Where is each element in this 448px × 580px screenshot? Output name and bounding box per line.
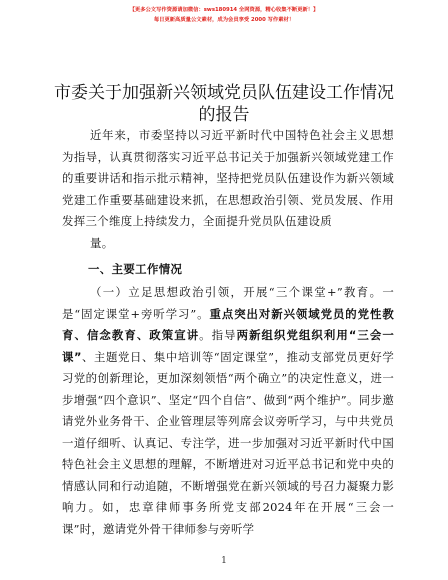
body-paragraph-political-guidance [62,282,394,540]
document-title [0,82,448,126]
document-title-line2: 的报告 [198,105,250,125]
paragraph-text: 。指导 [199,328,237,342]
promo-banner-line1: 【更多公文写作资源请加微信：sws180914 全网资源，精心收集不断更新！】 [129,7,319,13]
promo-banner [0,5,448,25]
promo-banner-line2: 每日更新高质量公文素材，成为会员享受 2000 写作素材！ [153,17,295,23]
intro-paragraph [62,125,394,254]
emphasis-text: 组织党组织利用“三会一课” [62,328,394,364]
emphasis-text: 重点突出对新兴领域党员的党性教育、信念教育、政策宣讲 [62,306,394,342]
paragraph-text: （一）立足思想政治引领，开展“三个课堂+”教育。一是“固定课堂+旁听学习”。 [62,285,394,321]
page-number: 1 [221,556,227,566]
section-heading-main-work: 一、主要工作情况 [88,262,183,276]
paragraph-text: 、主题党日、集中培训等“固定课堂”，推动支部党员更好学习党的创新理论，更加深刻领悟“两个确立”的决定性意义，进一步增强“四个意识”、坚定“四个自信”、做到“两个维护”。同步邀请党外业务骨干、企业管理层等列席会议旁听学习，与中共党员一道仔细听、认真记、专注学，进一步加强对习近平新时代中国特色社会主义思想的理解，不断增进对习近平总书记和党中央的情感认同和行动追随，不断增强党在新兴领域的号召力凝聚力影响力。如，忠章律师事务所党支部2024年在开展“三会一课”时，邀请党外骨干律师参与旁听学 [62,349,394,536]
document-title-line1: 市委关于加强新兴领域党员队伍建设工作情况 [54,83,394,103]
intro-text-tail: 量。 [90,235,114,250]
intro-text: 近年来，市委坚持以习近平新时代中国特色社会主义思想为指导，认真贯彻落实习近平总书记关于加强新兴领域党建工作的重要讲话和指示批示精神，坚持把党员队伍建设作为新兴领域党建工作重要基础建设来抓，在思想政治引领、党员发展、作用发挥三个维度上持续发力，全面提升党员队伍建设质 [62,128,394,228]
emphasis-text: 两新 [236,328,262,342]
